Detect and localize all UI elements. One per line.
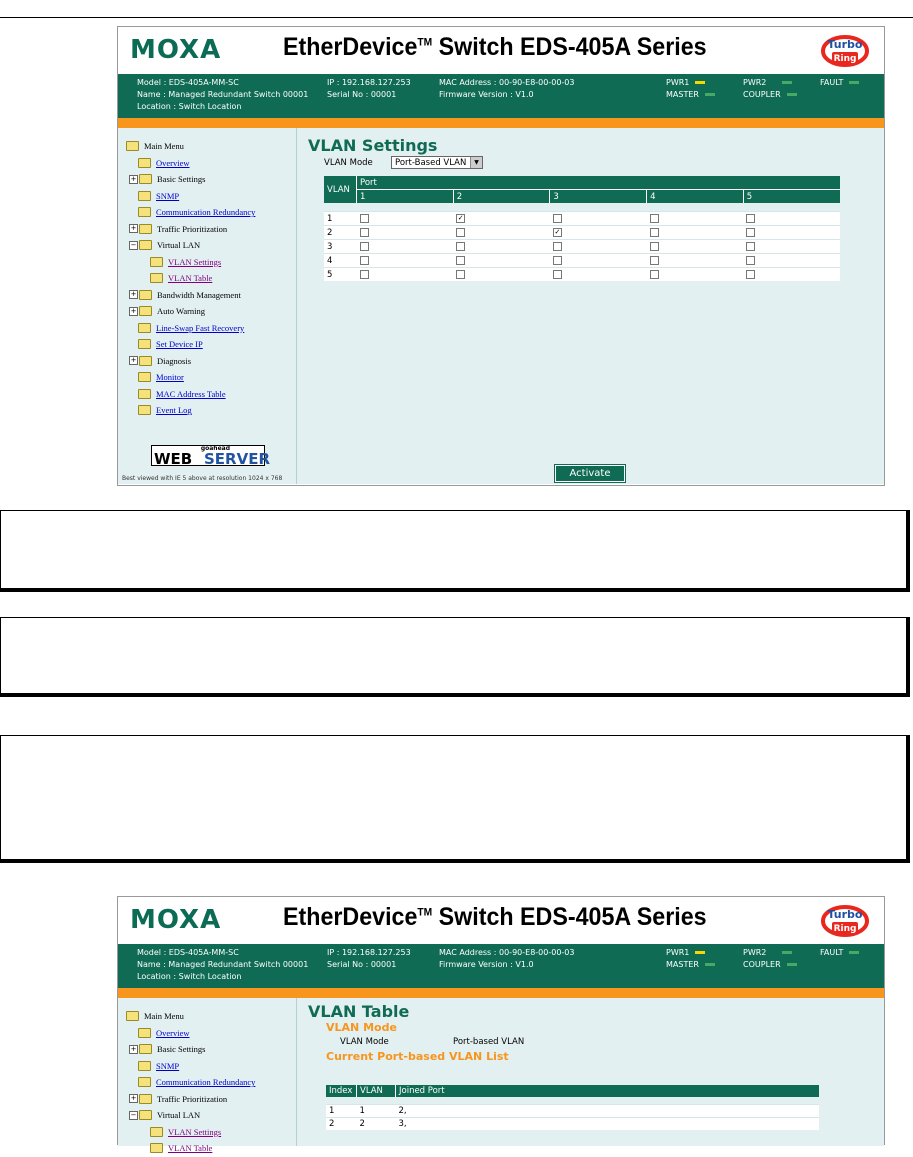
firmware-text: Firmware Version : V1.0 — [439, 90, 534, 99]
col-index-header: Index — [326, 1085, 357, 1097]
menu-bandwidth[interactable]: + Bandwidth Management — [130, 289, 241, 300]
port-header: 5 — [743, 190, 840, 204]
mac-text: MAC Address : 00-90-E8-00-00-03 — [439, 78, 575, 87]
menu-basic-settings[interactable]: + Basic Settings — [130, 1044, 206, 1055]
port-checkbox[interactable] — [456, 242, 465, 251]
page-header-rule — [0, 17, 913, 18]
folder-icon — [150, 1143, 163, 1153]
port-checkbox[interactable] — [456, 256, 465, 265]
folder-open-icon — [126, 1011, 139, 1021]
port-checkbox[interactable] — [746, 242, 755, 251]
vlan-mode-label: VLAN Mode — [340, 1037, 389, 1047]
vlan-cell: 2 — [357, 1118, 396, 1131]
vlan-id-cell: 5 — [324, 268, 357, 282]
vlan-row — [324, 254, 840, 268]
vlan-list-table — [326, 1085, 819, 1130]
port-checkbox[interactable] — [650, 214, 659, 223]
port-checkbox[interactable] — [360, 270, 369, 279]
menu-overview[interactable]: Overview — [126, 155, 255, 172]
vlan-id-cell: 2 — [324, 226, 357, 240]
vlan-row — [324, 212, 840, 226]
port-checkbox[interactable] — [456, 228, 465, 237]
menu-virtual-lan[interactable]: − Virtual LAN — [130, 240, 201, 251]
serial-text: Serial No : 00001 — [327, 90, 397, 99]
port-checkbox[interactable] — [553, 214, 562, 223]
port-cell — [357, 226, 454, 240]
table-row — [326, 1118, 819, 1131]
vlan-mode-label: VLAN Mode — [324, 158, 373, 168]
orange-divider — [118, 988, 884, 998]
joined-port-cell: 2, — [396, 1105, 820, 1118]
expand-icon[interactable]: + — [130, 224, 137, 233]
port-checkbox[interactable] — [746, 270, 755, 279]
turbo-ring-logo-icon — [820, 33, 870, 67]
menu-snmp[interactable]: SNMP — [126, 1058, 255, 1075]
port-checkbox[interactable] — [746, 228, 755, 237]
vlan-port-table — [324, 176, 840, 281]
col-vlan-header: VLAN — [324, 176, 357, 203]
port-checkbox[interactable] — [360, 242, 369, 251]
vlan-list-heading: Current Port-based VLAN List — [326, 1050, 509, 1063]
port-cell — [453, 254, 550, 268]
port-header: 1 — [357, 190, 454, 204]
port-checkbox[interactable] — [746, 214, 755, 223]
device-info-bar — [118, 944, 884, 988]
port-cell — [647, 254, 744, 268]
svg-text:Turbo: Turbo — [827, 908, 863, 921]
master-indicator: MASTER — [666, 960, 715, 969]
port-checkbox[interactable] — [650, 228, 659, 237]
product-title: EtherDevice™ Switch EDS-405A Series — [283, 33, 707, 61]
expand-icon[interactable]: + — [130, 356, 137, 365]
folder-icon — [138, 207, 151, 217]
menu-event-log[interactable]: Event Log — [126, 402, 255, 419]
pwr1-indicator: PWR1 — [666, 78, 705, 87]
menu-virtual-lan[interactable]: − Virtual LAN — [130, 1110, 201, 1121]
collapse-icon[interactable]: − — [130, 1110, 137, 1119]
port-cell — [743, 240, 840, 254]
webserver-logo: goahead WEB SERVER — [151, 445, 265, 466]
model-text: Model : EDS-405A-MM-SC — [137, 948, 239, 957]
port-cell — [550, 212, 647, 226]
fault-indicator: FAULT — [820, 78, 859, 87]
ip-text: IP : 192.168.127.253 — [327, 78, 411, 87]
vlan-table-panel — [296, 998, 884, 1146]
port-cell — [647, 240, 744, 254]
menu-comm-redundancy[interactable]: Communication Redundancy — [126, 204, 255, 221]
menu-monitor[interactable]: Monitor — [126, 369, 255, 386]
note-box — [0, 510, 910, 592]
main-menu — [126, 1008, 255, 1157]
banner — [118, 27, 884, 74]
port-checkbox[interactable] — [360, 228, 369, 237]
menu-set-device-ip[interactable]: Set Device IP — [126, 336, 255, 353]
svg-text:Turbo: Turbo — [827, 38, 863, 51]
port-cell — [357, 268, 454, 282]
menu-traffic[interactable]: + Traffic Prioritization — [130, 1093, 228, 1104]
menu-comm-redundancy[interactable]: Communication Redundancy — [126, 1074, 255, 1091]
menu-line-swap[interactable]: Line-Swap Fast Recovery — [126, 320, 255, 337]
menu-vlan-table[interactable]: VLAN Table — [126, 1140, 255, 1157]
port-cell — [743, 226, 840, 240]
port-checkbox[interactable] — [553, 256, 562, 265]
ip-text: IP : 192.168.127.253 — [327, 948, 411, 957]
svg-text:Ring: Ring — [833, 924, 857, 934]
port-checkbox[interactable] — [746, 256, 755, 265]
port-cell — [647, 226, 744, 240]
port-cell — [357, 240, 454, 254]
menu-basic-settings[interactable]: + Basic Settings — [130, 174, 206, 185]
port-cell — [550, 226, 647, 240]
vlan-cell: 1 — [357, 1105, 396, 1118]
port-cell — [453, 240, 550, 254]
vlan-id-cell: 4 — [324, 254, 357, 268]
screenshot-vlan-table — [117, 896, 885, 1154]
moxa-logo: MOXA — [130, 35, 222, 65]
note-box — [0, 735, 910, 863]
folder-open-icon — [139, 240, 152, 250]
pwr1-indicator: PWR1 — [666, 948, 705, 957]
master-indicator: MASTER — [666, 90, 715, 99]
expand-icon[interactable]: + — [130, 290, 137, 299]
orange-divider — [118, 118, 884, 128]
collapse-icon[interactable]: − — [130, 240, 137, 249]
port-checkbox[interactable] — [456, 270, 465, 279]
sidebar — [118, 998, 296, 1154]
expand-icon[interactable]: + — [130, 306, 137, 315]
port-checkbox[interactable] — [360, 214, 369, 223]
device-info-bar — [118, 74, 884, 118]
port-checkbox[interactable] — [650, 270, 659, 279]
coupler-indicator: COUPLER — [743, 960, 797, 969]
expand-icon[interactable]: + — [130, 1094, 137, 1103]
screenshot-vlan-settings — [117, 26, 885, 486]
port-cell — [647, 212, 744, 226]
sidebar — [118, 128, 296, 484]
location-text: Location : Switch Location — [137, 972, 242, 981]
port-cell — [550, 268, 647, 282]
index-cell: 1 — [326, 1105, 357, 1118]
port-cell — [453, 212, 550, 226]
folder-icon — [139, 356, 152, 366]
vlan-settings-panel — [296, 128, 884, 484]
port-cell — [453, 226, 550, 240]
dropdown-arrow-icon[interactable]: ▼ — [470, 157, 482, 168]
vlan-id-cell: 3 — [324, 240, 357, 254]
menu-main[interactable]: Main Menu — [126, 1008, 255, 1025]
vlan-row — [324, 226, 840, 240]
menu-diagnosis[interactable]: + Diagnosis — [130, 355, 191, 366]
folder-icon — [138, 1061, 151, 1071]
folder-icon — [138, 339, 151, 349]
product-title: EtherDevice™ Switch EDS-405A Series — [283, 903, 707, 931]
folder-icon — [139, 1094, 152, 1104]
port-header: 2 — [453, 190, 550, 204]
menu-main[interactable]: Main Menu — [126, 138, 255, 155]
page-title: VLAN Table — [308, 1002, 410, 1021]
turbo-ring-logo-icon — [820, 903, 870, 937]
folder-icon — [138, 1077, 151, 1087]
port-cell — [550, 254, 647, 268]
port-checkbox[interactable] — [553, 242, 562, 251]
port-cell — [453, 268, 550, 282]
port-checkbox[interactable] — [650, 256, 659, 265]
col-vlan-header: VLAN — [357, 1085, 396, 1097]
firmware-text: Firmware Version : V1.0 — [439, 960, 534, 969]
expand-icon[interactable]: + — [130, 1044, 137, 1053]
joined-port-cell: 3, — [396, 1118, 820, 1131]
index-cell: 2 — [326, 1118, 357, 1131]
folder-icon — [139, 224, 152, 234]
vlan-row — [324, 268, 840, 282]
page-title: VLAN Settings — [308, 136, 438, 155]
activate-button[interactable]: Activate — [555, 465, 625, 482]
port-checkbox-checked[interactable]: ✓ — [457, 213, 464, 222]
port-cell — [743, 268, 840, 282]
vlan-id-cell: 1 — [324, 212, 357, 226]
folder-icon — [150, 1127, 163, 1137]
port-checkbox[interactable] — [553, 270, 562, 279]
port-cell — [647, 268, 744, 282]
note-box — [0, 617, 910, 697]
port-cell — [743, 212, 840, 226]
port-cell — [743, 254, 840, 268]
folder-icon — [138, 372, 151, 382]
pwr2-indicator: PWR2 — [743, 948, 792, 957]
main-menu — [126, 138, 255, 419]
port-cell — [550, 240, 647, 254]
pwr2-indicator: PWR2 — [743, 78, 792, 87]
folder-icon — [139, 174, 152, 184]
folder-icon — [150, 273, 163, 283]
folder-icon — [139, 306, 152, 316]
vlan-row — [324, 240, 840, 254]
svg-text:Ring: Ring — [833, 54, 857, 64]
menu-traffic[interactable]: + Traffic Prioritization — [130, 223, 228, 234]
browser-note: Best viewed with IE 5 above at resolution 1024 x 768 — [122, 475, 283, 482]
coupler-indicator: COUPLER — [743, 90, 797, 99]
folder-icon — [150, 257, 163, 267]
folder-icon — [139, 290, 152, 300]
port-checkbox-checked[interactable]: ✓ — [554, 227, 561, 236]
vlan-mode-value: Port-based VLAN — [453, 1037, 525, 1047]
folder-icon — [138, 389, 151, 399]
menu-auto-warning[interactable]: + Auto Warning — [130, 306, 206, 317]
menu-vlan-table[interactable]: VLAN Table — [126, 270, 255, 287]
vlan-mode-select[interactable]: Port-Based VLAN ▼ — [391, 156, 483, 169]
port-cell — [357, 254, 454, 268]
moxa-logo: MOXA — [130, 905, 222, 935]
fault-indicator: FAULT — [820, 948, 859, 957]
table-row — [326, 1105, 819, 1118]
folder-icon — [139, 1044, 152, 1054]
model-text: Model : EDS-405A-MM-SC — [137, 78, 239, 87]
port-header: 3 — [550, 190, 647, 204]
folder-open-icon — [139, 1110, 152, 1120]
folder-icon — [138, 191, 151, 201]
folder-icon — [138, 323, 151, 333]
name-text: Name : Managed Redundant Switch 00001 — [137, 90, 309, 99]
name-text: Name : Managed Redundant Switch 00001 — [137, 960, 309, 969]
menu-vlan-settings[interactable]: VLAN Settings — [126, 254, 255, 271]
folder-icon — [138, 405, 151, 415]
port-cell — [357, 212, 454, 226]
menu-overview[interactable]: Overview — [126, 1025, 255, 1042]
menu-mac-table[interactable]: MAC Address Table — [126, 386, 255, 403]
col-port-header: Port — [357, 176, 841, 190]
folder-open-icon — [126, 141, 139, 151]
banner — [118, 897, 884, 944]
port-checkbox[interactable] — [360, 256, 369, 265]
port-header: 4 — [647, 190, 744, 204]
location-text: Location : Switch Location — [137, 102, 242, 111]
folder-icon — [138, 1028, 151, 1038]
vlan-mode-heading: VLAN Mode — [326, 1021, 397, 1034]
menu-snmp[interactable]: SNMP — [126, 188, 255, 205]
serial-text: Serial No : 00001 — [327, 960, 397, 969]
menu-vlan-settings[interactable]: VLAN Settings — [126, 1124, 255, 1141]
col-joined-port-header: Joined Port — [396, 1085, 820, 1097]
expand-icon[interactable]: + — [130, 174, 137, 183]
folder-icon — [138, 158, 151, 168]
port-checkbox[interactable] — [650, 242, 659, 251]
mac-text: MAC Address : 00-90-E8-00-00-03 — [439, 948, 575, 957]
